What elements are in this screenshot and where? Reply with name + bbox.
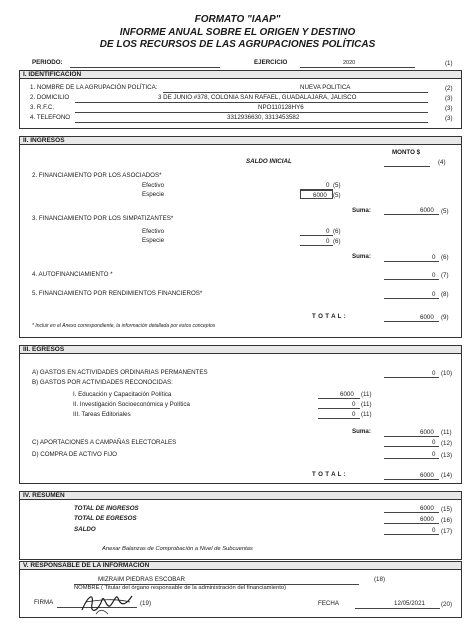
resumen-egresos-ref: (16) [441,517,453,524]
id-ref-4: (3) [445,115,453,122]
resumen-saldo-line [384,534,439,535]
resumen-saldo-value: 0 [432,527,436,534]
section-egresos: III. EGRESOS [19,345,462,354]
egresos-total-ref: (14) [441,472,453,479]
asoc-suma-ref: (5) [441,208,449,215]
egr-b-item-1-line [318,398,360,399]
signature-image [78,588,138,618]
egr-b-item-2-line [318,408,360,409]
id-ref-3: (3) [445,105,453,112]
saldo-inicial-label: SALDO INICIAL [246,158,292,165]
ref-1: (1) [445,60,453,67]
responsable-name: MIZRAIM PIEDRAS ESCOBAR [98,576,185,583]
egr-b-label: B) GASTOS POR ACTIVIDADES RECONOCIDAS: [32,379,173,386]
id-ref-1: (2) [445,85,453,92]
egr-b-item-3-value: 0 [352,411,356,418]
auto-line [384,279,439,280]
egr-a-label: A) GASTOS EN ACTIVIDADES ORDINARIAS PERMANENTES [32,369,208,376]
egr-b-item-1-ref: (11) [361,391,372,398]
periodo-label: PERIODO: [32,59,63,66]
asoc-efectivo-ref: (5) [333,182,341,189]
asoc-especie-value: 6000 [313,192,327,199]
simp-especie-label: Especie [142,237,165,244]
fecha-value: 12/05/2021 [394,600,425,607]
resumen-ingresos-label: TOTAL DE INGRESOS [74,505,139,512]
resumen-ingresos-value: 6000 [420,505,434,512]
firma-label: FIRMA [34,599,54,606]
simp-suma-value: 0 [432,254,436,261]
resumen-ingresos-ref: (15) [441,506,453,513]
egr-c-value: 0 [432,439,436,446]
simp-especie-value: 0 [326,238,330,245]
firma-ref: (19) [140,600,152,607]
egr-a-value: 0 [432,370,436,377]
responsable-name-caption: NOMBRE ( Titular del órgano responsable de la administración del financiamiento) [74,585,287,591]
ejercicio-line [300,67,415,68]
section-resumen: IV. RESUMEN [19,491,462,500]
simp-suma-line [384,261,439,262]
egr-d-label: D) COMPRA DE ACTIVO FIJO [32,451,117,458]
simp-efectivo-line [300,235,333,236]
saldo-inicial-line [384,166,430,167]
id-label-3: 3. R.F.C. [30,104,55,111]
ejercicio-label: EJERCICIO [254,59,288,66]
auto-value: 0 [432,272,436,279]
egr-b-item-2-ref: (11) [361,401,372,408]
asoc-efectivo-value: 0 [326,182,330,189]
id-value-4: 3312936630, 3313453582 [227,114,300,121]
simp-efectivo-label: Efectivo [142,228,165,235]
asoc-efectivo-label: Efectivo [142,182,165,189]
egr-c-ref: (12) [441,440,453,447]
egr-b-item-2-value: 0 [352,401,356,408]
simp-suma-label: Suma: [352,253,371,260]
id-label-4: 4. TELEFONO [30,114,71,121]
fecha-line [355,608,440,609]
responsable-name-ref: (18) [374,576,386,583]
ingresos-total-value: 6000 [420,314,434,321]
ingresos-total-line [384,321,439,322]
fecha-label: FECHA [318,600,339,607]
asoc-suma-label: Suma: [352,207,371,214]
id-line-2 [75,102,428,103]
egr-d-line [384,458,439,459]
asoc-especie-ref: (5) [333,192,341,199]
egr-b-item-3-ref: (11) [361,411,372,418]
id-line-4 [75,122,428,123]
id-ref-2: (3) [445,95,453,102]
simpatizantes-label: 3. FINANCIAMIENTO POR LOS SIMPATIZANTES* [32,215,174,222]
id-line-3 [75,112,428,113]
rend-value: 0 [432,291,436,298]
egresos-total-label: T O T A L : [312,471,347,478]
simp-efectivo-value: 0 [326,228,330,235]
asoc-especie-box [300,190,333,199]
egr-b-item-3-label: III. Tareas Editoriales [73,411,131,418]
egr-d-ref: (13) [441,452,453,459]
egr-suma-label: Suma: [352,428,371,435]
id-value-3: NPO110128HY6 [258,104,304,111]
egr-suma-line [384,436,439,437]
periodo-line [70,67,220,68]
fecha-ref: (20) [441,601,453,608]
section-responsable: V. RESPONSABLE DE LA INFORMACIÓN [19,561,462,570]
id-label-1: 1. NOMBRE DE LA AGRUPACIÓN POLÍTICA: [30,84,158,91]
simp-efectivo-ref: (6) [333,228,341,235]
egr-d-value: 0 [432,451,436,458]
asoc-suma-line [384,214,439,215]
rend-line [384,298,439,299]
rend-label: 5. FINANCIAMIENTO POR RENDIMIENTOS FINANCIEROS* [32,290,203,297]
id-value-2: 3 DE JUNIO #378, COLONIA SAN RAFAEL, GUADALAJARA, JALISCO [158,94,357,101]
form-title: FORMATO "IAAP" [194,14,281,25]
egr-c-line [384,446,439,447]
egr-suma-ref: (11) [441,429,452,436]
asoc-especie-label: Especie [142,191,165,198]
simp-suma-ref: (6) [441,254,449,261]
asoc-suma-value: 6000 [420,207,434,214]
simp-especie-ref: (6) [333,238,341,245]
resumen-egresos-line [384,523,439,524]
id-line-1 [163,92,428,93]
egresos-total-value: 6000 [420,472,434,479]
resumen-saldo-label: SALDO [74,526,96,533]
id-value-1: NUEVA POLITICA [300,84,351,91]
egr-c-label: C) APORTACIONES A CAMPAÑAS ELECTORALES [32,439,177,446]
resumen-egresos-label: TOTAL DE EGRESOS [74,515,137,522]
monto-label: MONTO $ [392,149,421,156]
egr-b-item-1-label: I. Educación y Capacitación Política [73,391,172,398]
auto-label: 4. AUTOFINANCIAMIENTO * [32,271,113,278]
ingresos-note: * Incluir en el Anexo correspondiente, la información detallada por estos conceptos [32,323,216,329]
egr-a-line [384,377,439,378]
resumen-anexo-note: Anexar Balanzas de Comprobación a Nivel de Subcuentas [102,546,253,552]
auto-ref: (7) [441,272,449,279]
id-label-2: 2. DOMICILIO [30,94,70,101]
resumen-saldo-ref: (17) [441,528,453,535]
form-subtitle-2: DE LOS RECURSOS DE LAS AGRUPACIONES POLÍTICAS [99,39,376,50]
ejercicio-value: 2020 [343,60,356,66]
egr-b-item-2-label: II. Investigación Socioeconómica y Política [73,401,190,408]
saldo-inicial-ref: (4) [438,159,446,166]
simp-especie-line [300,245,333,246]
resumen-ingresos-line [384,512,439,513]
ingresos-total-ref: (9) [441,314,449,321]
asociados-label: 2. FINANCIAMIENTO POR LOS ASOCIADOS* [32,172,162,179]
form-subtitle-1: INFORME ANUAL SOBRE EL ORIGEN Y DESTINO [119,27,356,38]
rend-ref: (8) [441,291,449,298]
section-ingresos: II. INGRESOS [19,136,462,145]
egr-a-ref: (10) [441,370,453,377]
ingresos-total-label: T O T A L : [312,313,347,320]
section-identificacion: I. IDENTIFICACIÓN [19,70,462,79]
egr-b-item-1-value: 6000 [340,391,354,398]
resumen-egresos-value: 6000 [420,516,434,523]
egresos-total-line [384,479,439,480]
egr-b-item-3-line [318,418,360,419]
egr-suma-value: 6000 [420,429,434,436]
